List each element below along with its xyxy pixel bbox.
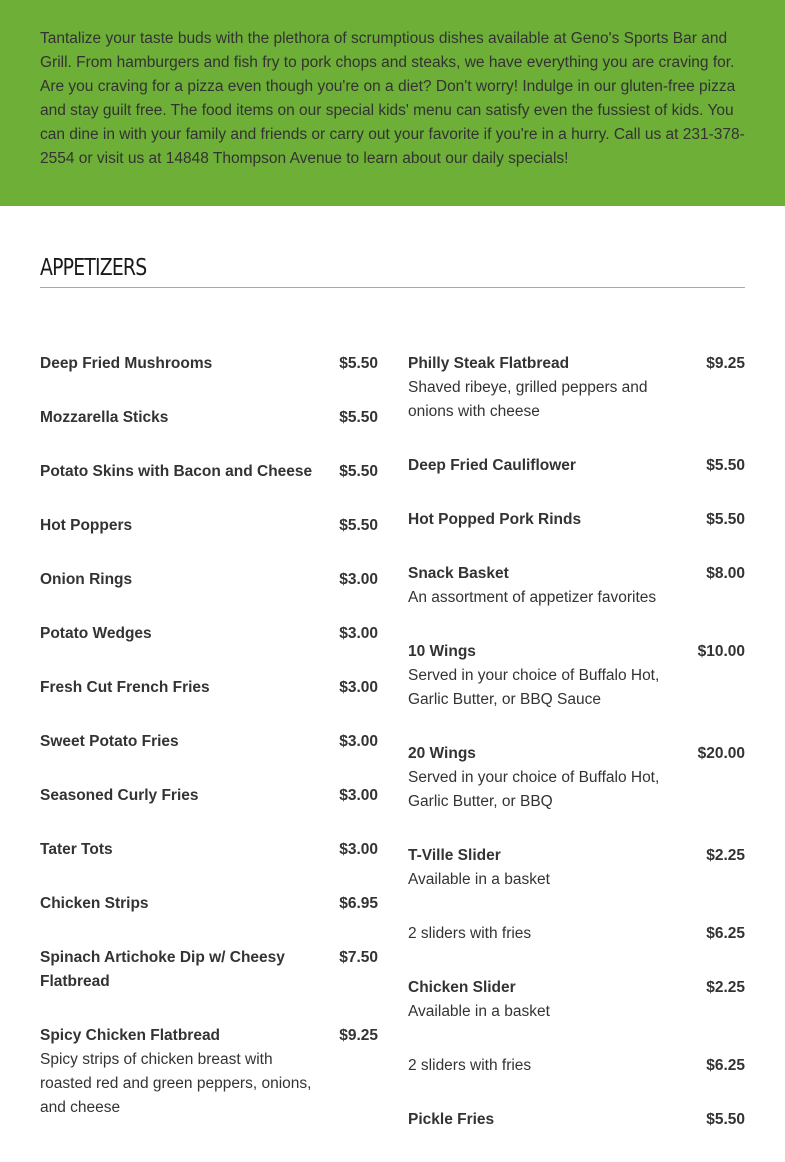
menu-item-description: Served in your choice of Buffalo Hot, Garlic Butter, or BBQ xyxy=(408,769,660,810)
menu-item xyxy=(408,562,745,610)
menu-item xyxy=(40,352,378,376)
menu-item-price: $5.50 xyxy=(706,511,745,528)
menu-item xyxy=(40,838,378,862)
menu-item-price: $3.00 xyxy=(339,733,378,750)
menu-item-row xyxy=(408,742,745,766)
menu-item-name: Potato Skins with Bacon and Cheese xyxy=(40,463,313,480)
intro-banner xyxy=(0,0,785,206)
intro-text: Tantalize your taste buds with the plethora of scrumptious dishes available at Geno's Sports Bar and Grill. From hamburgers and fish fry to pork chops and steaks, we have everything you are craving for. Are you craving for a pizza even though you're on a diet? Don't worry! Indulge in our gluten-free pizza and stay guilt free. The food items on our special kids' menu can satisfy even the fussiest of kids. You can dine in with your family and friends or carry out your favorite if you're in a hurry. Call us at 231-378-2554 or visit us at 14848 Thompson Avenue to learn about our daily specials! xyxy=(40,30,745,167)
menu-item xyxy=(40,406,378,430)
menu-item-price: $2.25 xyxy=(706,847,745,864)
menu-item xyxy=(40,676,378,700)
menu-item xyxy=(408,508,745,532)
menu-item-price: $10.00 xyxy=(697,643,745,660)
section-title-appetizers xyxy=(40,252,745,288)
menu-item-price: $5.50 xyxy=(706,1111,745,1128)
menu-item xyxy=(40,946,378,994)
menu-item-row xyxy=(408,352,745,376)
menu-item-price: $5.50 xyxy=(339,463,378,480)
menu-item-name: 2 sliders with fries xyxy=(408,925,532,942)
menu-item-description: Available in a basket xyxy=(408,871,550,888)
menu-item-row xyxy=(40,676,378,700)
menu-item-description: Spicy strips of chicken breast with roasted red and green peppers, onions, and cheese xyxy=(40,1051,312,1116)
menu-item xyxy=(40,568,378,592)
menu-item-row xyxy=(408,1108,745,1132)
menu-item-name: Fresh Cut French Fries xyxy=(40,679,210,696)
menu-item-price: $6.25 xyxy=(706,1057,745,1074)
menu-item xyxy=(408,640,745,712)
menu-item xyxy=(408,454,745,478)
menu-item-price: $3.00 xyxy=(339,625,378,642)
menu-item-name: 10 Wings xyxy=(408,643,476,660)
menu-item-row xyxy=(408,508,745,532)
menu-item xyxy=(40,730,378,754)
menu-item-name: Sweet Potato Fries xyxy=(40,733,179,750)
menu-item-name: Hot Poppers xyxy=(40,517,133,534)
menu-item-price: $5.50 xyxy=(339,517,378,534)
menu-item-row xyxy=(40,406,378,430)
menu-item-name: Seasoned Curly Fries xyxy=(40,787,199,804)
menu-item-name: 20 Wings xyxy=(408,745,476,762)
menu-item xyxy=(408,1054,745,1078)
menu-item-name: T-Ville Slider xyxy=(408,847,501,864)
menu-item-name: Chicken Slider xyxy=(408,979,516,996)
menu-item-name: Onion Rings xyxy=(40,571,133,588)
menu-item-row xyxy=(40,622,378,646)
menu-item-price: $3.00 xyxy=(339,841,378,858)
menu-item-name: 2 sliders with fries xyxy=(408,1057,532,1074)
menu-item-row xyxy=(408,976,745,1000)
menu-item-name: Snack Basket xyxy=(408,565,509,582)
menu-item-price: $20.00 xyxy=(697,745,745,762)
menu-item xyxy=(40,622,378,646)
menu-item xyxy=(40,1024,378,1120)
menu-item-name: Mozzarella Sticks xyxy=(40,409,169,426)
menu-item-row xyxy=(408,844,745,868)
menu-item-description: Served in your choice of Buffalo Hot, Garlic Butter, or BBQ Sauce xyxy=(408,667,660,708)
menu-item-row xyxy=(408,922,745,946)
menu-item-row xyxy=(408,562,745,586)
menu-item-name: Deep Fried Mushrooms xyxy=(40,355,213,372)
menu-item-row xyxy=(408,1054,745,1078)
menu-item xyxy=(408,922,745,946)
section-heading: APPETIZERS xyxy=(40,255,147,281)
menu-item-price: $6.25 xyxy=(706,925,745,942)
menu-item-name: Chicken Strips xyxy=(40,895,149,912)
menu-item-name: Spinach Artichoke Dip w/ Cheesy Flatbread xyxy=(40,949,285,990)
menu-item-price: $3.00 xyxy=(339,679,378,696)
menu-item-price: $6.95 xyxy=(339,895,378,912)
menu-item-price: $2.25 xyxy=(706,979,745,996)
menu-item-row xyxy=(408,454,745,478)
menu-item-row xyxy=(40,838,378,862)
menu-item-price: $5.50 xyxy=(339,355,378,372)
menu-item-name: Deep Fried Cauliflower xyxy=(408,457,576,474)
menu-item xyxy=(40,514,378,538)
menu-item-row xyxy=(40,514,378,538)
menu-item-price: $7.50 xyxy=(339,949,378,966)
menu-item-row xyxy=(40,892,378,916)
menu-item xyxy=(408,352,745,424)
menu-item xyxy=(40,784,378,808)
menu-item-description: Shaved ribeye, grilled peppers and onions with cheese xyxy=(408,379,648,420)
menu-item xyxy=(408,976,745,1024)
menu-item xyxy=(40,460,378,484)
menu-item-price: $3.00 xyxy=(339,571,378,588)
menu-item-description: An assortment of appetizer favorites xyxy=(408,589,657,606)
menu-item-name: Pickle Fries xyxy=(408,1111,495,1128)
menu-item-row xyxy=(408,640,745,664)
menu-item-price: $9.25 xyxy=(339,1027,378,1044)
menu-item-row xyxy=(40,568,378,592)
menu-item-row xyxy=(40,352,378,376)
menu-column-right xyxy=(408,352,745,1162)
menu-item-row xyxy=(40,946,378,994)
menu-item-row xyxy=(40,1024,378,1048)
menu-item-name: Tater Tots xyxy=(40,841,113,858)
menu-item-description: Available in a basket xyxy=(408,1003,550,1020)
menu-item xyxy=(408,844,745,892)
menu-item-price: $5.50 xyxy=(706,457,745,474)
menu-item-price: $8.00 xyxy=(706,565,745,582)
menu-item-row xyxy=(40,784,378,808)
menu-item-row xyxy=(40,460,378,484)
menu-item-row xyxy=(40,730,378,754)
menu-item xyxy=(408,1108,745,1132)
menu-item-price: $5.50 xyxy=(339,409,378,426)
menu-item-price: $9.25 xyxy=(706,355,745,372)
menu-item xyxy=(408,742,745,814)
menu-item xyxy=(40,892,378,916)
menu-item-name: Potato Wedges xyxy=(40,625,152,642)
menu-item-name: Hot Popped Pork Rinds xyxy=(408,511,582,528)
menu-column-left xyxy=(40,352,378,1150)
menu-item-price: $3.00 xyxy=(339,787,378,804)
menu-item-name: Spicy Chicken Flatbread xyxy=(40,1027,221,1044)
menu-item-name: Philly Steak Flatbread xyxy=(408,355,570,372)
